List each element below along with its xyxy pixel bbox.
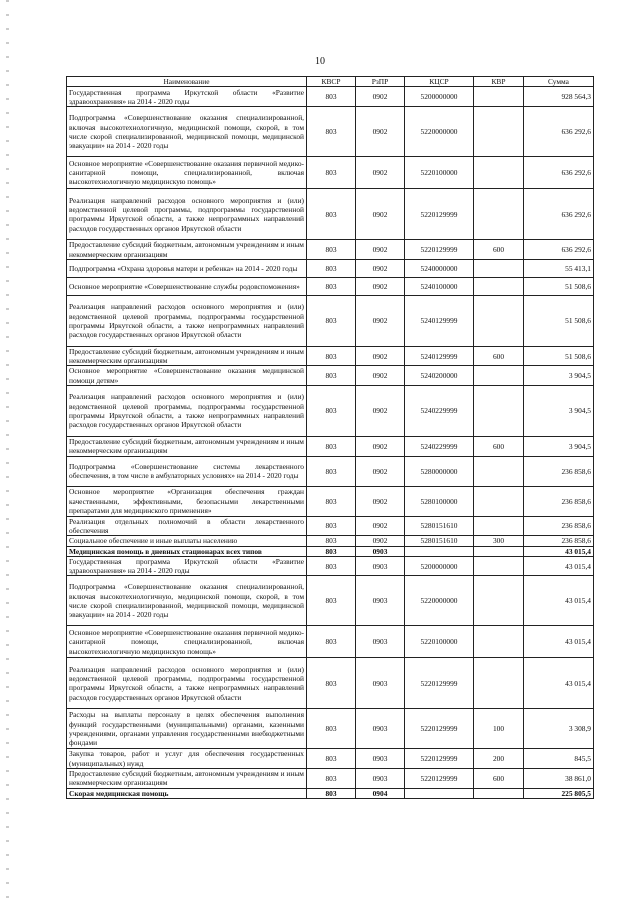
row-sum: 43 015,4: [524, 546, 594, 556]
row-sum: 55 413,1: [524, 259, 594, 277]
row-kcsr: 5220000000: [405, 576, 474, 626]
row-rzpr: 0903: [356, 658, 405, 709]
table-row: [67, 546, 594, 556]
row-kvsr: 803: [307, 157, 356, 189]
row-kvr: [474, 107, 524, 157]
row-kvsr: 803: [307, 366, 356, 386]
row-name: Предоставление субсидий бюджетным, автономным учреждениям и иным некоммерческим организациям: [67, 240, 307, 260]
row-kcsr: 5220100000: [405, 157, 474, 189]
row-kcsr: 5220129999: [405, 658, 474, 709]
table-row: [67, 486, 594, 516]
row-name: Основное мероприятие «Совершенствование службы родовспоможения»: [67, 277, 307, 295]
table-row: [67, 556, 594, 576]
row-sum: 51 508,6: [524, 346, 594, 366]
row-rzpr: 0902: [356, 366, 405, 386]
row-sum: 636 292,6: [524, 157, 594, 189]
header-name: Наименование: [67, 77, 307, 87]
row-sum: 236 858,6: [524, 536, 594, 546]
row-sum: 636 292,6: [524, 189, 594, 240]
row-rzpr: 0902: [356, 386, 405, 437]
row-name: Медицинская помощь в дневных стационарах всех типов: [67, 546, 307, 556]
row-kvsr: 803: [307, 346, 356, 366]
row-sum: 236 858,6: [524, 456, 594, 486]
header-kvsr: КВСР: [307, 77, 356, 87]
table-row: [67, 626, 594, 658]
table-row: [67, 516, 594, 536]
row-kvsr: 803: [307, 259, 356, 277]
header-rzpr: РзПР: [356, 77, 405, 87]
row-name: Подпрограмма «Совершенствование оказания специализированной, включая высокотехнологичную, медицинской помощи, скорой, в том числе скорой специализированной, медицинской помощи, медицинской эвакуации» на 2014 - 2020 годы: [67, 576, 307, 626]
row-kvsr: 803: [307, 277, 356, 295]
table-row: [67, 437, 594, 457]
row-kcsr: [405, 546, 474, 556]
row-rzpr: 0903: [356, 546, 405, 556]
table-header-row: [67, 77, 594, 87]
row-rzpr: 0902: [356, 536, 405, 546]
row-kvsr: 803: [307, 546, 356, 556]
row-name: Основное мероприятие «Совершенствование оказания первичной медико-санитарной помощи, специализированной, включая высокотехнологичную медицинскую помощь»: [67, 626, 307, 658]
row-kvr: [474, 516, 524, 536]
header-kvr: КВР: [474, 77, 524, 87]
row-kvsr: 803: [307, 486, 356, 516]
row-kvsr: 803: [307, 189, 356, 240]
row-rzpr: 0903: [356, 749, 405, 769]
row-rzpr: 0903: [356, 576, 405, 626]
row-kvr: 100: [474, 709, 524, 749]
table-row: [67, 709, 594, 749]
table-row: [67, 240, 594, 260]
row-sum: 225 805,5: [524, 788, 594, 798]
table-row: [67, 189, 594, 240]
row-kcsr: 5220100000: [405, 626, 474, 658]
row-kvr: [474, 259, 524, 277]
table-row: [67, 658, 594, 709]
row-kcsr: 5240229999: [405, 386, 474, 437]
row-sum: 845,5: [524, 749, 594, 769]
row-kvr: [474, 189, 524, 240]
row-kvr: 300: [474, 536, 524, 546]
row-kcsr: 5280000000: [405, 456, 474, 486]
row-sum: 43 015,4: [524, 658, 594, 709]
row-kvr: [474, 386, 524, 437]
row-kvsr: 803: [307, 456, 356, 486]
row-name: Основное мероприятие «Организация обеспечения граждан качественными, эффективными, безопасными лекарственными препаратами для медицинского применения»: [67, 486, 307, 516]
row-kvr: [474, 626, 524, 658]
row-kcsr: 5240000000: [405, 259, 474, 277]
row-kvsr: 803: [307, 576, 356, 626]
row-kvr: [474, 546, 524, 556]
table-row: [67, 749, 594, 769]
row-name: Реализация направлений расходов основного мероприятия и (или) ведомственной целевой программы, подпрограммы государственной программы Иркутской области, а также непрограммных направлений расходов государственных органов Иркутской области: [67, 386, 307, 437]
table-row: [67, 366, 594, 386]
table-row: [67, 769, 594, 789]
row-kvr: 600: [474, 240, 524, 260]
row-kvr: [474, 277, 524, 295]
row-sum: 3 308,9: [524, 709, 594, 749]
row-kcsr: [405, 788, 474, 798]
table-row: [67, 87, 594, 107]
row-kvr: [474, 456, 524, 486]
row-kcsr: 5220000000: [405, 107, 474, 157]
budget-table: [66, 76, 594, 799]
row-kcsr: 5280151610: [405, 536, 474, 546]
row-sum: 3 904,5: [524, 366, 594, 386]
row-kvr: 200: [474, 749, 524, 769]
table-row: [67, 295, 594, 346]
table-row: [67, 157, 594, 189]
row-rzpr: 0902: [356, 87, 405, 107]
row-kvr: [474, 658, 524, 709]
row-kcsr: 5200000000: [405, 87, 474, 107]
row-name: Социальное обеспечение и иные выплаты населению: [67, 536, 307, 546]
row-sum: 236 858,6: [524, 516, 594, 536]
row-rzpr: 0902: [356, 456, 405, 486]
row-name: Скорая медицинская помощь: [67, 788, 307, 798]
row-sum: 43 015,4: [524, 626, 594, 658]
row-kvsr: 803: [307, 556, 356, 576]
row-kcsr: 5220129999: [405, 240, 474, 260]
row-kvsr: 803: [307, 386, 356, 437]
row-kcsr: 5200000000: [405, 556, 474, 576]
row-sum: 43 015,4: [524, 576, 594, 626]
table-row: [67, 456, 594, 486]
row-kvsr: 803: [307, 87, 356, 107]
row-kcsr: 5240200000: [405, 366, 474, 386]
table-row: [67, 788, 594, 798]
row-kvr: 600: [474, 769, 524, 789]
row-name: Расходы на выплаты персоналу в целях обеспечения выполнения функций государственными (муниципальными) органами, казенными учреждениями, органами управления государственными внебюджетными фондами: [67, 709, 307, 749]
row-name: Закупка товаров, работ и услуг для обеспечения государственных (муниципальных) нужд: [67, 749, 307, 769]
row-kcsr: 5220129999: [405, 769, 474, 789]
row-kvr: 600: [474, 437, 524, 457]
row-kvr: [474, 788, 524, 798]
table-row: [67, 107, 594, 157]
row-rzpr: 0903: [356, 709, 405, 749]
row-kvr: [474, 157, 524, 189]
row-kvsr: 803: [307, 107, 356, 157]
row-rzpr: 0902: [356, 107, 405, 157]
row-kcsr: 5240129999: [405, 346, 474, 366]
row-kvsr: 803: [307, 658, 356, 709]
row-sum: 236 858,6: [524, 486, 594, 516]
row-rzpr: 0902: [356, 486, 405, 516]
row-name: Подпрограмма «Охрана здоровья матери и ребенка» на 2014 - 2020 годы: [67, 259, 307, 277]
row-sum: 38 861,0: [524, 769, 594, 789]
row-sum: 636 292,6: [524, 240, 594, 260]
row-kcsr: 5220129999: [405, 709, 474, 749]
row-kvr: [474, 87, 524, 107]
row-sum: 636 292,6: [524, 107, 594, 157]
row-name: Предоставление субсидий бюджетным, автономным учреждениям и иным некоммерческим организациям: [67, 346, 307, 366]
row-name: Подпрограмма «Совершенствование оказания специализированной, включая высокотехнологичную, медицинской помощи, скорой, в том числе скорой специализированной, медицинской помощи, медицинской эвакуации» на 2014 - 2020 годы: [67, 107, 307, 157]
row-rzpr: 0903: [356, 626, 405, 658]
row-sum: 928 564,3: [524, 87, 594, 107]
row-rzpr: 0902: [356, 437, 405, 457]
row-sum: 3 904,5: [524, 386, 594, 437]
row-name: Реализация направлений расходов основного мероприятия и (или) ведомственной целевой программы, подпрограммы государственной программы Иркутской области, а также непрограммных направлений расходов государственных органов Иркутской области: [67, 295, 307, 346]
row-name: Государственная программа Иркутской области «Развитие здравоохранения» на 2014 - 2020 годы: [67, 87, 307, 107]
row-kvsr: 803: [307, 516, 356, 536]
table-row: [67, 386, 594, 437]
row-kvsr: 803: [307, 769, 356, 789]
row-rzpr: 0902: [356, 277, 405, 295]
header-sum: Сумма: [524, 77, 594, 87]
row-rzpr: 0902: [356, 295, 405, 346]
row-kvsr: 803: [307, 788, 356, 798]
row-name: Основное мероприятие «Совершенствование оказания медицинской помощи детям»: [67, 366, 307, 386]
table-row: [67, 576, 594, 626]
row-rzpr: 0903: [356, 556, 405, 576]
row-sum: 51 508,6: [524, 295, 594, 346]
row-rzpr: 0902: [356, 189, 405, 240]
row-kvr: [474, 556, 524, 576]
table-body: [67, 87, 594, 799]
row-sum: 43 015,4: [524, 556, 594, 576]
row-kvr: 600: [474, 346, 524, 366]
row-kcsr: 5220129999: [405, 189, 474, 240]
row-name: Предоставление субсидий бюджетным, автономным учреждениям и иным некоммерческим организациям: [67, 437, 307, 457]
row-rzpr: 0902: [356, 240, 405, 260]
row-name: Подпрограмма «Совершенствование системы лекарственного обеспечения, в том числе в амбулаторных условиях» на 2014 - 2020 годы: [67, 456, 307, 486]
table-row: [67, 346, 594, 366]
row-name: Реализация отдельных полномочий в области лекарственного обеспечения: [67, 516, 307, 536]
row-name: Реализация направлений расходов основного мероприятия и (или) ведомственной целевой программы, подпрограммы государственной программы Иркутской области, а также непрограммных направлений расходов государственных органов Иркутской области: [67, 658, 307, 709]
row-kcsr: 5240229999: [405, 437, 474, 457]
row-kvr: [474, 576, 524, 626]
row-rzpr: 0902: [356, 157, 405, 189]
row-kvr: [474, 486, 524, 516]
row-kvr: [474, 295, 524, 346]
row-kvsr: 803: [307, 709, 356, 749]
row-name: Государственная программа Иркутской области «Развитие здравоохранения» на 2014 - 2020 годы: [67, 556, 307, 576]
row-rzpr: 0904: [356, 788, 405, 798]
row-kcsr: 5280100000: [405, 486, 474, 516]
row-kvsr: 803: [307, 295, 356, 346]
row-sum: 3 904,5: [524, 437, 594, 457]
row-name: Предоставление субсидий бюджетным, автономным учреждениям и иным некоммерческим организациям: [67, 769, 307, 789]
row-kvsr: 803: [307, 749, 356, 769]
row-kvsr: 803: [307, 626, 356, 658]
row-kcsr: 5240129999: [405, 295, 474, 346]
header-kcsr: КЦСР: [405, 77, 474, 87]
row-rzpr: 0903: [356, 769, 405, 789]
row-kvsr: 803: [307, 240, 356, 260]
table-row: [67, 536, 594, 546]
row-kvsr: 803: [307, 437, 356, 457]
row-kcsr: 5220129999: [405, 749, 474, 769]
row-kvr: [474, 366, 524, 386]
row-rzpr: 0902: [356, 259, 405, 277]
table-row: [67, 277, 594, 295]
left-margin-dots: [6, 0, 9, 905]
page-number: 10: [315, 56, 325, 67]
table-row: [67, 259, 594, 277]
row-name: Основное мероприятие «Совершенствование оказания первичной медико-санитарной помощи, специализированной, включая высокотехнологичную медицинскую помощь»: [67, 157, 307, 189]
row-name: Реализация направлений расходов основного мероприятия и (или) ведомственной целевой программы, подпрограммы государственной программы Иркутской области, а также непрограммных направлений расходов государственных органов Иркутской области: [67, 189, 307, 240]
row-rzpr: 0902: [356, 516, 405, 536]
row-kcsr: 5240100000: [405, 277, 474, 295]
row-rzpr: 0902: [356, 346, 405, 366]
row-sum: 51 508,6: [524, 277, 594, 295]
row-kvsr: 803: [307, 536, 356, 546]
row-kcsr: 5280151610: [405, 516, 474, 536]
